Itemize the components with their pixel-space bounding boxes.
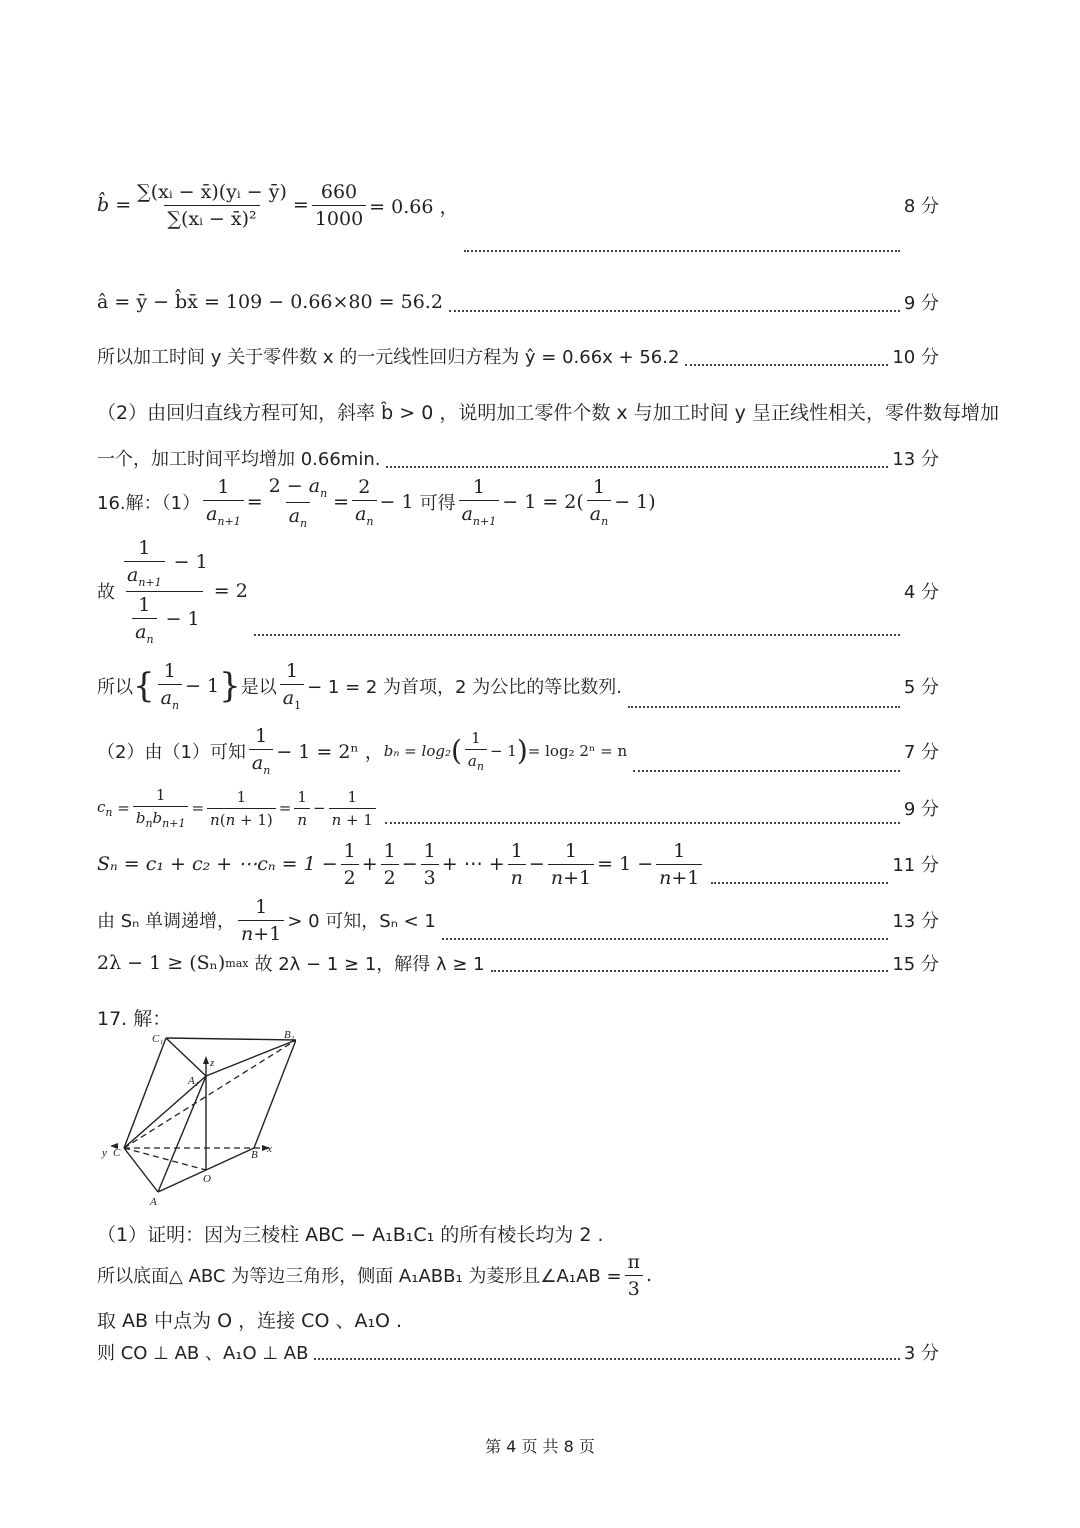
label-a1: A₁ <box>188 1075 199 1087</box>
score-13a: 13 分 <box>892 449 939 470</box>
leader-dots <box>628 706 900 708</box>
b-hat-numerator: ∑(xᵢ − x̄)(yᵢ − ȳ) <box>137 180 287 203</box>
pi-num: π <box>627 1250 641 1273</box>
q16-monotone-line: 由 Sₙ 单调递增， $\frac{1}{n+1}$ > 0 可知，Sₙ < 1 13 分 <box>97 895 939 945</box>
label-z: z <box>210 1057 215 1069</box>
label-a: A <box>150 1196 157 1208</box>
leader-dots <box>711 882 888 884</box>
dashed-c-o <box>124 1148 206 1170</box>
part2-prefix: （2）由（1）可知 <box>97 741 246 763</box>
frac-1-over-an-b: $\frac{1}{a_n}$ <box>587 476 611 528</box>
q17-proof-line-1: （1）证明：因为三棱柱 ABC − A₁B₁C₁ 的所有棱长均为 2 . <box>97 1224 604 1246</box>
score-15: 15 分 <box>892 954 939 975</box>
score-11: 11 分 <box>892 855 939 876</box>
score-3: 3 分 <box>903 1343 939 1364</box>
label-b1: B₁ <box>284 1029 295 1041</box>
b-hat-line: b̂ = $\frac{\text{∑(xᵢ − x̄)(yᵢ − ȳ)}}{\text{∑(xᵢ − x̄)²}}$ = $\frac{660}{1000}$ = 0.66 ， 8 分 <box>97 150 939 260</box>
q17-title: 17. 解： <box>97 1008 172 1030</box>
edge-c1-a1 <box>166 1038 206 1076</box>
ratio-rhs: = 2 <box>213 580 248 602</box>
edge-a-a1 <box>158 1076 206 1192</box>
part2-line-2 <box>97 440 939 476</box>
label-y: y <box>102 1147 107 1159</box>
q16-part2-line: （2）由（1）可知 $\frac{1}{a_n}$ − 1 = 2ⁿ ， bₙ = log₂ ( $\frac{1}{a_n}$ − 1 ) = log₂ 2ⁿ = n 7 分 <box>97 725 939 777</box>
label-o: O <box>203 1173 211 1185</box>
lambda-tail: 故 2λ − 1 ≥ 1，解得 λ ≥ 1 <box>254 954 485 975</box>
score-5: 5 分 <box>903 677 939 698</box>
leader-dots <box>633 770 900 772</box>
q16-tail-end: − 1) <box>614 491 656 513</box>
label-x: x <box>267 1143 272 1155</box>
score-9b: 9 分 <box>903 799 939 820</box>
a-hat-text: â = ȳ − b̂x̄ = 109 − 0.66×80 = 56.2 <box>97 291 443 313</box>
q16-cn-line: $c_n$ = $\frac{1}{b_nb_{n+1}}$ = $\frac{1}{n(n + 1)}$ = $\frac{1}{n}$ − $\frac{1}{n + 1}$ 9 分 <box>97 786 939 830</box>
pi-den: 3 <box>625 1275 643 1300</box>
part2-line-1: （2）由回归直线方程可知，斜率 b̂ > 0 ，说明加工零件个数 x 与加工时间 y 呈正线性相关，零件数每增加 <box>97 402 999 424</box>
q16-label: 16.解：（1） <box>97 493 201 514</box>
edge-c-a <box>124 1148 158 1192</box>
frac-1-over-an1: $\frac{1}{a_{n+1}}$ <box>203 476 244 528</box>
leader-dots <box>314 1358 899 1360</box>
b-hat-denominator: ∑(xᵢ − x̄)² <box>164 205 259 230</box>
regression-line <box>97 338 939 374</box>
b-hat-fraction <box>134 181 290 230</box>
q17-proof2-text: 所以底面△ ABC 为等边三角形，侧面 A₁ABB₁ 为菱形且∠A₁AB = <box>97 1266 622 1287</box>
score-7: 7 分 <box>903 742 939 763</box>
regression-text: 所以加工时间 y 关于零件数 x 的一元线性回归方程为 ŷ = 0.66x + 56.2 <box>97 347 680 368</box>
label-c1: C₁ <box>152 1033 164 1045</box>
q16-mid-text: 可得 <box>419 493 456 514</box>
mono-mid: > 0 可知，Sₙ < 1 <box>287 911 436 932</box>
edge-c1-c <box>124 1038 166 1148</box>
geo-tail: − 1 = 2 为首项，2 为公比的等比数列. <box>307 676 622 698</box>
q17-proof-line-2: 所以底面△ ABC 为等边三角形，侧面 A₁ABB₁ 为菱形且∠A₁AB = $\frac{\pi}{3}$ . <box>97 1250 653 1300</box>
leader-dots <box>386 466 888 468</box>
part2-mid: − 1 = 2ⁿ ， <box>276 741 384 764</box>
geo-mid: 是以 <box>240 676 277 698</box>
q17-proof-line-3: 取 AB 中点为 O ，连接 CO 、A₁O . <box>97 1310 403 1332</box>
q17-proof-line-4 <box>97 1336 939 1368</box>
edge-c1-b1 <box>166 1038 296 1040</box>
prism-figure <box>96 1026 296 1210</box>
frac-2-over-an: $\frac{2}{a_n}$ <box>352 476 376 528</box>
leader-dots <box>464 250 899 252</box>
bn-def: bₙ = log₂ <box>383 741 451 760</box>
score-9a: 9 分 <box>903 293 939 314</box>
ratio-numerator: 660 <box>320 180 358 203</box>
q17-proof4-text: 则 CO ⊥ AB 、A₁O ⊥ AB <box>97 1343 309 1364</box>
q16-ratio-line <box>97 538 939 644</box>
lambda-sub: max <box>225 956 249 970</box>
a-hat-line <box>97 284 939 320</box>
score-4: 4 分 <box>903 582 939 603</box>
label-c: C <box>113 1147 121 1159</box>
z-arrow-icon <box>203 1056 209 1064</box>
part2-text: 一个，加工时间平均增加 0.66min. <box>97 449 381 470</box>
leader-dots <box>442 938 888 940</box>
ratio-prefix: 故 <box>97 582 115 603</box>
sn-text: Sₙ = c₁ + c₂ + ⋯cₙ = 1 − <box>97 853 338 875</box>
page-footer: 第 4 页 共 8 页 <box>485 1437 595 1456</box>
frac-2-minus-an: $\frac{2 - a_n}{a_n}$ <box>268 474 328 530</box>
b-hat-lhs: b̂ = <box>97 194 132 216</box>
leader-dots <box>385 822 900 824</box>
label-b: B <box>251 1149 258 1161</box>
mono-prefix: 由 Sₙ 单调递增， <box>97 911 236 932</box>
edge-b1-b <box>254 1040 296 1148</box>
q16-tail: = 2( <box>542 491 584 513</box>
frac-1-over-an1-b: $\frac{1}{a_{n+1}}$ <box>459 476 500 528</box>
bn-tail: = log₂ 2ⁿ = n <box>527 741 628 760</box>
edge-a1-b1-solid <box>206 1040 296 1076</box>
score-8: 8 分 <box>903 196 939 217</box>
leader-dots <box>491 970 889 972</box>
q16-sn-line: Sₙ = c₁ + c₂ + ⋯cₙ = 1 − $\frac{1}{2}$ + $\frac{1}{2}$ − $\frac{1}{3}$ + ⋯ + $\frac{1}{n}$ − $\frac{1}{n+1}$ = 1 − $\frac{1}{n+1}$ 11 分 <box>97 839 939 889</box>
lambda-text: 2λ − 1 ≥ (Sₙ) <box>97 952 226 974</box>
score-13b: 13 分 <box>892 911 939 932</box>
leader-dots <box>449 310 900 312</box>
ratio-big-fraction: $\frac{1}{a_{n+1}}$ − 1 $\frac{1}{a_n}$ − 1 <box>118 537 211 646</box>
leader-dots <box>685 364 888 366</box>
leader-dots <box>254 634 900 636</box>
score-10: 10 分 <box>892 347 939 368</box>
q16-part1-line: 16.解：（1） $\frac{1}{a_{n+1}}$ = $\frac{2 - a_n}{a_n}$ = $\frac{2}{a_n}$ − 1 可得 $\frac{1}{a_{n+1}}$ − 1 = 2( $\frac{1}{a_n}$ − 1) <box>97 474 656 530</box>
q16-lambda-line <box>97 946 939 980</box>
ratio-denominator: 1000 <box>312 205 366 230</box>
b-hat-result: = 0.66 ， <box>369 195 459 218</box>
ratio-fraction <box>312 181 366 230</box>
pi-over-3 <box>625 1251 644 1300</box>
geo-prefix: 所以 <box>97 676 133 698</box>
q16-geometric-line: 所以 { $\frac{1}{a_n}$ − 1 } 是以 $\frac{1}{a_1}$ − 1 = 2 为首项，2 为公比的等比数列. 5 分 <box>97 660 939 712</box>
